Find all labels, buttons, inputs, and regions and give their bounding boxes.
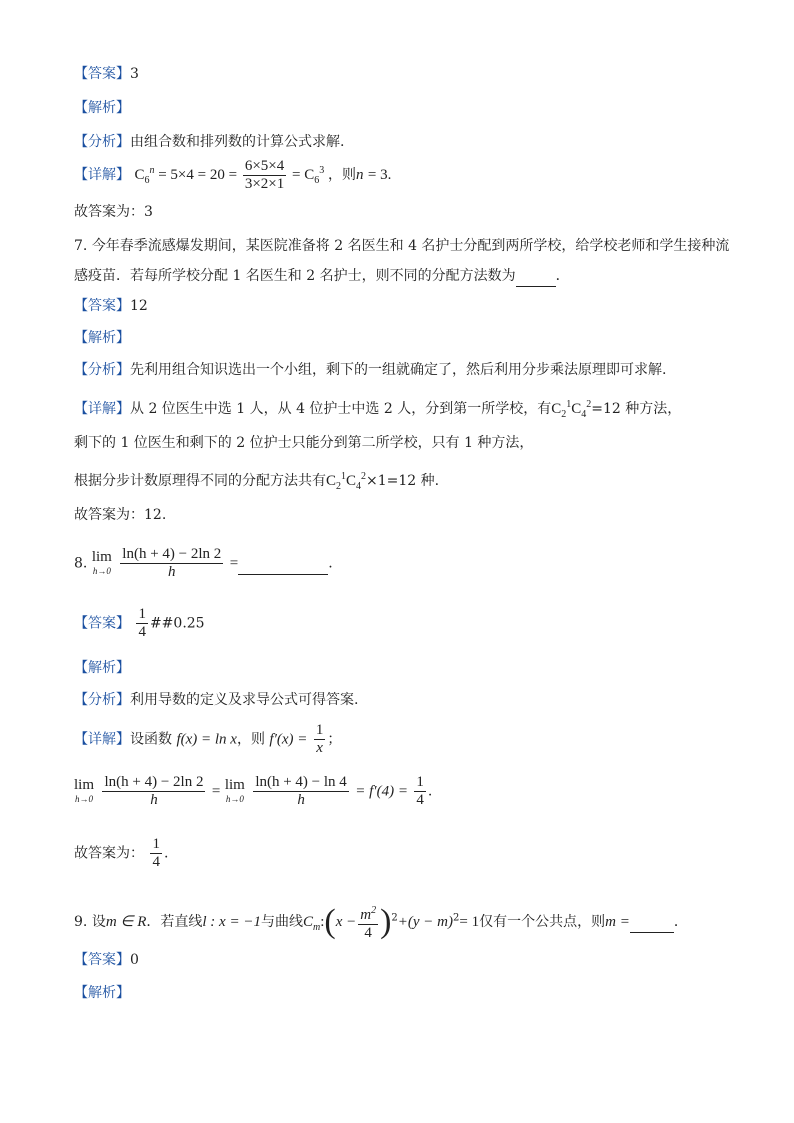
q8-detail-line: 【详解】设函数 f(x) = ln x，则 f′(x) = $\frac{1}{x}$ ； (74, 722, 342, 756)
analysis-label: 【解析】 (74, 100, 130, 116)
q6-answer: 3 (130, 66, 139, 82)
q8-conclusion: 故答案为： $\frac{1}{4}$ . (74, 836, 169, 870)
detail-label: 【详解】 (74, 166, 130, 183)
q7-reasoning-line: 【分析】先利用组合知识选出一个小组，剩下的一组就确定了，然后利用分步乘法原理即可求解. (74, 362, 667, 378)
q6-detail-formula: $C_6^n = 5\times 4 = 20$ = $\frac{6\times 5\times 4}{3\times 2\times 1}$ = $C_6^3$ (134, 158, 325, 192)
q6-reasoning-line (74, 132, 344, 152)
q8-answer-line: 【答案】 $\frac{1}{4}$ ##0.25 (74, 606, 205, 640)
reasoning-label: 【分析】 (74, 134, 130, 150)
q8-fraction: $\frac{\ln(h + 4) - 2\ln 2}{h}$ (122, 546, 222, 580)
q7-detail-line3: 根据分步计数原理得不同的分配方法共有$C_2^1C_4^2\times 1=12$ 种. (74, 471, 440, 492)
q6-reasoning: 由组合数和排列数的计算公式求解. (130, 134, 345, 150)
q9-answer: 0 (130, 952, 139, 968)
q6-analysis-line (74, 98, 130, 118)
q8-reasoning-line: 【分析】利用导数的定义及求导公式可得答案. (74, 692, 359, 708)
q7-stem-line2: 感疫苗．若每所学校分配 1 名医生和 2 名护士，则不同的分配方法数为 ． (74, 266, 570, 287)
q7-conclusion: 故答案为：12. (74, 507, 167, 523)
q6-conclusion: 故答案为：3 (74, 204, 153, 220)
q7-detail-line1: 【详解】从 2 位医生中选 1 人，从 4 位护士中选 2 人，分到第一所学校，有$C_2^1C_4^2=12$ 种方法， (74, 399, 682, 420)
q8-derivation: lim h→0 $\frac{\ln(h + 4) - 2\ln 2}{h}$ = lim h→0 $\frac{\ln(h + 4) - \ln 4}{h}$ = f′(4) = $\frac{1}{4}$ . (74, 774, 433, 808)
q9-answer-blank (630, 912, 674, 933)
q8-answer-alt: ##0.25 (149, 615, 205, 632)
q7-stem-line1: 7. 今年春季流感爆发期间，某医院准备将 2 名医生和 4 名护士分配到两所学校，给学校老师和学生接种流 (74, 238, 730, 254)
q9-answer-line: 【答案】0 (74, 952, 139, 968)
q8-derivative-fraction: $\frac{1}{x}$ (315, 722, 324, 756)
q6-detail-line: 【详解】 $C_6^n = 5\times 4 = 20$ = $\frac{6\times 5\times 4}{3\times 2\times 1}$ = $C_6^3$ ，则n = 3. (74, 158, 392, 192)
q8-answer-blank (238, 554, 328, 575)
q7-detail-line2: 剩下的 1 位医生和剩下的 2 位护士只能分到第二所学校，只有 1 种方法， (74, 435, 534, 451)
q8-stem: 8. lim h→0 $\frac{\ln(h + 4) - 2\ln 2}{h}$ = . (74, 546, 333, 580)
q8-analysis-line: 【解析】 (74, 660, 130, 676)
q7-analysis-line: 【解析】 (74, 330, 130, 346)
q6-answer-line (74, 64, 139, 84)
q7-answer: 12 (130, 298, 148, 314)
answer-label: 【答案】 (74, 66, 130, 82)
q7-answer-line: 【答案】12 (74, 298, 148, 314)
q8-limit: lim h→0 (91, 548, 112, 576)
q7-answer-blank (516, 266, 556, 287)
q8-answer-fraction: $\frac{1}{4}$ (138, 606, 146, 640)
q6-fraction: $\frac{6\times 5\times 4}{3\times 2\times 1}$ (244, 158, 285, 192)
q9-analysis-line: 【解析】 (74, 985, 130, 1001)
q9-stem: 9. 设m ∈ R．若直线l : x = −1与曲线$C_m:(x$ − $\frac{m^2}{4}$ )$^2+(y - m)^2= 1$仅有一个公共点，则m = ． (74, 903, 688, 941)
